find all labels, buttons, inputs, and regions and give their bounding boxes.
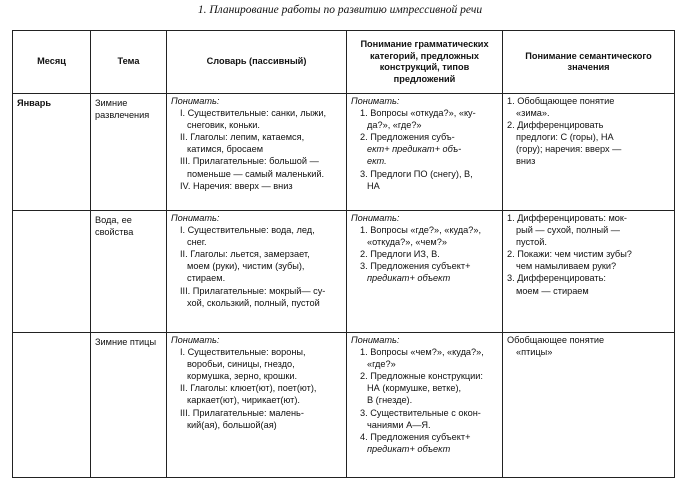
cell-line: моем — стираем <box>516 285 589 296</box>
cell-line: 2. Покажи: чем чистим зубы? <box>507 249 632 260</box>
cell-line: предлоги: С (горы), НА <box>516 132 614 143</box>
cell-line: 1. Обобщающее понятие <box>507 96 615 106</box>
header-semantic: Понимание семантического значения <box>503 31 675 94</box>
cell-line: поменьше — самый маленький. <box>187 168 325 179</box>
cell-line: «зима». <box>516 108 550 119</box>
cell-line: 3. Существительные с окон- <box>360 407 481 418</box>
header-topic: Тема <box>91 31 167 94</box>
cell-line: 2. Предлоги ИЗ, В. <box>360 249 440 260</box>
header-month: Месяц <box>13 31 91 94</box>
cell-heading: Понимать: <box>351 213 400 223</box>
cell-line: вниз <box>516 156 536 167</box>
cell-heading: Понимать: <box>351 335 400 345</box>
vocab-cell <box>167 211 347 333</box>
cell-line: рый — сухой, полный — <box>516 225 620 236</box>
cell-line: «птицы» <box>516 347 553 358</box>
cell-line: 1. Вопросы «откуда?», «ку- <box>360 108 476 119</box>
table-row <box>13 94 675 211</box>
semantic-cell <box>503 211 675 333</box>
month-cell <box>13 211 91 333</box>
header-vocab: Словарь (пассивный) <box>167 31 347 94</box>
cell-line: IV. Наречия: вверх — вниз <box>180 180 293 191</box>
cell-line: пустой. <box>516 237 547 248</box>
cell-line: 4. Предложения субъект+ <box>360 431 471 442</box>
cell-line: чаниями А—Я. <box>367 419 431 430</box>
cell-heading: Понимать: <box>171 213 220 223</box>
cell-line: (гору); наречия: вверх — <box>516 144 622 155</box>
cell-line: 3. Предложения субъект+ <box>360 261 471 272</box>
vocab-cell <box>167 94 347 211</box>
table-row <box>13 333 675 478</box>
table-caption: 1. Планирование работы по развитию импрессивной речи <box>197 4 483 16</box>
header-grammar: Понимание грамматических категорий, предложных конструкций, типов предложений <box>347 31 503 94</box>
cell-line: стираем. <box>187 273 226 284</box>
cell-line: предикат+ объект <box>367 273 451 284</box>
cell-line: чем намыливаем руки? <box>516 261 617 272</box>
cell-line: 1. Вопросы «где?», «куда?», <box>360 225 482 236</box>
month-cell: Январь <box>13 94 91 211</box>
topic-cell: Зимние птицы <box>91 333 167 478</box>
cell-line: «где?» <box>367 359 396 370</box>
cell-line: кормушка, зерно, крошки. <box>187 371 298 382</box>
cell-heading: Понимать: <box>171 335 220 345</box>
semantic-cell <box>503 94 675 211</box>
cell-line: «откуда?», «чем?» <box>367 237 447 248</box>
cell-line: 2. Предложные конструкции: <box>360 371 483 382</box>
cell-line: кий(ая), большой(ая) <box>187 419 277 430</box>
cell-line: I. Существительные: вода, лед, <box>180 225 315 236</box>
cell-line: предикат+ объект <box>367 443 451 454</box>
cell-line: II. Глаголы: клюет(ют), поет(ют), <box>180 383 317 394</box>
cell-line: 2. Предложения субъ- <box>360 132 455 143</box>
grammar-cell <box>347 333 503 478</box>
cell-line: 3. Дифференцировать: <box>507 273 606 284</box>
cell-line: НА <box>367 180 380 191</box>
cell-heading: Понимать: <box>351 96 400 106</box>
cell-line: каркает(ют), чирикает(ют). <box>187 395 300 406</box>
cell-line: 1. Вопросы «чем?», «куда?», <box>360 347 484 358</box>
cell-line: воробьи, синицы, гнездо, <box>187 359 295 370</box>
cell-line: ект+ предикат+ объ- <box>367 144 462 155</box>
header-row <box>13 31 675 94</box>
table-row <box>13 211 675 333</box>
cell-heading: Понимать: <box>171 96 220 106</box>
cell-line: снеговик, коньки. <box>187 120 260 131</box>
cell-line: катимся, бросаем <box>187 144 264 155</box>
cell-line: 3. Предлоги ПО (снегу), В, <box>360 168 473 179</box>
cell-line: да?», «где?» <box>367 120 422 131</box>
planning-table <box>12 30 675 478</box>
grammar-cell <box>347 94 503 211</box>
cell-line: В (гнезде). <box>367 395 413 406</box>
semantic-cell <box>503 333 675 478</box>
cell-line: НА (кормушке, ветке), <box>367 383 462 394</box>
cell-line: III. Прилагательные: большой — <box>180 156 319 167</box>
month-cell <box>13 333 91 478</box>
cell-line: снег. <box>187 237 207 248</box>
cell-line: I. Существительные: санки, лыжи, <box>180 108 327 119</box>
cell-line: II. Глаголы: лепим, катаемся, <box>180 132 305 143</box>
cell-line: II. Глаголы: льется, замерзает, <box>180 249 310 260</box>
grammar-cell <box>347 211 503 333</box>
topic-cell: Вода, ее свойства <box>91 211 167 333</box>
cell-line: моем (руки), чистим (зубы), <box>187 261 305 272</box>
cell-line: Обобщающее понятие <box>507 335 605 345</box>
cell-line: 2. Дифференцировать <box>507 120 604 131</box>
cell-line: хой, скользкий, полный, пустой <box>187 297 320 308</box>
cell-line: 1. Дифференцировать: мок- <box>507 213 627 223</box>
topic-cell: Зимние развлечения <box>91 94 167 211</box>
cell-line: ект. <box>367 156 387 167</box>
vocab-cell <box>167 333 347 478</box>
cell-line: III. Прилагательные: мокрый— су- <box>180 285 326 296</box>
cell-line: III. Прилагательные: малень- <box>180 407 304 418</box>
cell-line: I. Существительные: вороны, <box>180 347 306 358</box>
